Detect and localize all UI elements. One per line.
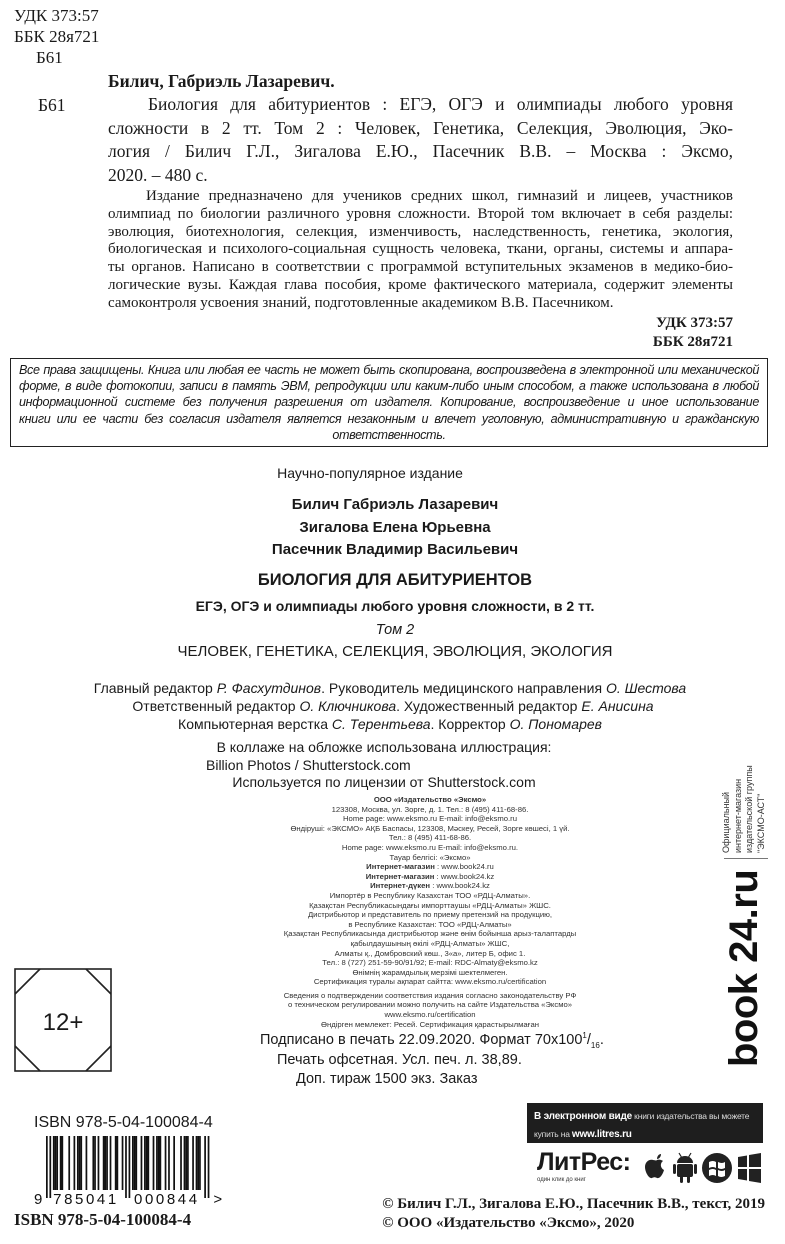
volume: Том 2 (375, 622, 415, 638)
publisher-line (230, 862, 630, 872)
bib-index: Б61 (38, 95, 66, 115)
copyright (382, 1195, 765, 1233)
barcode-bar (79, 1136, 81, 1190)
store-label: Интернет-магазин (366, 862, 435, 872)
tagline-line: издательской группы (744, 765, 754, 853)
litres-name: ЛитРес: (537, 1148, 631, 1176)
publisher-line (230, 901, 630, 911)
copyright-line: © Билич Г.Л., Зигалова Е.Ю., Пасечник В.В., текст, 2019 (382, 1196, 765, 1212)
publisher-line (230, 958, 630, 968)
author-name: Билич Габриэль Лазаревич (291, 496, 499, 513)
publisher-text: 123308, Москва, ул. Зорге, д. 1. Тел.: 8 (495) 411-68-86. (331, 804, 529, 814)
barcode-bar (153, 1136, 155, 1190)
barcode-bar (80, 1136, 82, 1190)
editor-name: О. Ключникова (299, 698, 397, 714)
publisher-text: Home page: www.eksmo.ru E-mail: info@eksmo.ru. (341, 842, 519, 852)
age-rating: 12+ (42, 1009, 84, 1036)
publisher-text: Өнімнің жарамдылық мерзімі шектелмеген. (352, 967, 508, 977)
collage-line: Billion Photos / Shutterstock.com (206, 756, 411, 773)
copyright-line: © ООО «Издательство «Эксмо», 2020 (382, 1215, 635, 1231)
publisher-line (230, 833, 630, 843)
barcode-bar (160, 1136, 162, 1190)
barcode-bar (77, 1136, 79, 1190)
barcode-bar (185, 1136, 187, 1190)
annotation-line: ты органов. Написано в соответствии с программой вступительных экзаменов в медико-био- (108, 259, 733, 276)
publisher-line (230, 795, 630, 805)
editor-role: . Корректор (430, 716, 510, 732)
publisher-line (230, 881, 630, 891)
barcode-bar (49, 1136, 51, 1198)
book24-ad (718, 765, 774, 1075)
book24-logo: book 24.ru (722, 869, 766, 1067)
publisher-info (230, 795, 630, 1029)
litres-banner[interactable] (527, 1103, 763, 1143)
bibliographic-record (108, 70, 733, 187)
annotation-line: Издание предназначено для учеников средних школ, гимназий и лицеев, участников (146, 188, 733, 204)
tagline-line: "ЭКСМО-АСТ" (755, 793, 766, 853)
rights-line: книги или ее части без согласия издателя является незаконным и влечет уголовную, административную и гражданскую (19, 411, 759, 426)
editor-role: . Руководитель медицинского направления (321, 680, 606, 696)
collage-credit (0, 739, 774, 792)
platform-icons (643, 1150, 761, 1186)
barcode-bar (168, 1136, 170, 1190)
author-mark: Б61 (36, 48, 63, 67)
barcode-bar (204, 1136, 206, 1198)
publisher-text: Сведения о подтверждении соответствия издания согласно законодательству РФ (283, 990, 577, 1000)
barcode-digits: 9 (34, 1191, 45, 1208)
rights-line: информационной системе без получения разрешения от издателя. Копирование, воспроизведение и иное использование (19, 395, 759, 410)
isbn-barcode (34, 1136, 225, 1208)
editors (0, 679, 780, 733)
print-line: Печать офсетная. Усл. печ. л. 38,89. (277, 1051, 522, 1068)
bib-line: сложности в 2 тт. Том 2 : Человек, Генетика, Селекция, Эволюция, Эко- (108, 117, 733, 138)
editor-name: О. Шестова (605, 680, 687, 696)
litres-url[interactable]: www.litres.ru (571, 1129, 632, 1140)
bib-line: логия / Билич Г.Л., Зигалова Е.Ю., Пасечник В.В. – Москва : Эксмо, (108, 141, 733, 162)
barcode-digits: > (213, 1191, 225, 1208)
barcode-bar (94, 1136, 96, 1190)
editor-name: С. Терентьева (331, 716, 431, 732)
barcode-bar (55, 1136, 57, 1190)
publisher-line (230, 949, 630, 959)
publisher-line (230, 805, 630, 815)
bbk-code: ББК 28я721 (652, 334, 733, 350)
barcode-bar (144, 1136, 146, 1190)
print-line: Доп. тираж 1500 экз. Заказ (296, 1071, 478, 1087)
annotation-line: логические вузы. Каждая глава пособия, кроме фактического материала, содержит элементы (108, 276, 733, 293)
barcode-bar (156, 1136, 158, 1190)
barcode-bar (141, 1136, 143, 1190)
barcode-bar (180, 1136, 182, 1190)
barcode-bar (129, 1136, 131, 1198)
barcode-bar (196, 1136, 198, 1190)
format-denominator: 16 (590, 1040, 600, 1050)
publisher-text: : www.book24.kz (434, 871, 495, 881)
barcode-bar (115, 1136, 117, 1190)
banner-bold: В электронном виде (534, 1111, 633, 1122)
barcode-bar (61, 1136, 63, 1190)
rights-line: Все права защищены. Книга или любая ее часть не может быть скопирована, воспроизведена в электронной или механической (19, 363, 759, 377)
publisher-text: Өндіруші: «ЭКСМО» АҚБ Баспасы, 123308, Мәскеу, Ресей, Зорге көшесі, 1 үй. (290, 823, 570, 833)
bib-author: Билич, Габриэль Лазаревич. (108, 71, 335, 91)
barcode-bar (103, 1136, 105, 1190)
publisher-line (230, 814, 630, 824)
apple-icon (645, 1154, 664, 1178)
barcode-bar (173, 1136, 175, 1190)
editor-role: Главный редактор (93, 680, 217, 696)
bib-line: 2020. – 480 с. (108, 164, 208, 185)
publisher-text: www.eksmo.ru/certification (384, 1010, 476, 1020)
isbn-text: ISBN 978-5-04-100084-4 (14, 1210, 192, 1229)
publisher-text: Сертификация туралы ақпарат сайтта: www.eksmo.ru/certification (313, 977, 547, 987)
editor-line (0, 697, 780, 715)
barcode-bar (192, 1136, 194, 1190)
rights-line: ответственность. (332, 427, 446, 442)
windows-old-icon (702, 1153, 732, 1183)
barcode-bar (125, 1136, 127, 1198)
barcode-bar (117, 1136, 119, 1190)
publisher-text: Тел.: 8 (727) 251-59-90/91/92; E-mail: RDC-Almaty@eksmo.kz (322, 958, 538, 968)
edition-type: Научно-популярное издание (277, 465, 463, 481)
barcode-bar (208, 1136, 210, 1198)
print-info (0, 1031, 780, 1090)
print-line: Подписано в печать 22.09.2020. Формат $70x100^1/_{16}$. (260, 1031, 604, 1050)
classification-top (14, 5, 99, 68)
barcode-bar (132, 1136, 134, 1190)
divider (724, 858, 768, 859)
barcode-bar (135, 1136, 137, 1190)
annotation (108, 188, 733, 313)
litres-slogan: один клик до книг (537, 1177, 586, 1183)
litres-banner-line (534, 1125, 763, 1143)
barcode-bar (86, 1136, 88, 1190)
editor-role: Ответственный редактор (132, 698, 300, 714)
barcode-bar (187, 1136, 189, 1190)
publisher-line (230, 929, 630, 939)
litres-banner-line (534, 1107, 763, 1125)
editor-name: О. Пономарев (509, 716, 602, 732)
rights-notice-box (10, 358, 768, 447)
publisher-line (230, 1000, 630, 1010)
barcode-bar (74, 1136, 76, 1190)
barcode-bar (106, 1136, 108, 1190)
publisher-text: Тел.: 8 (495) 411-68-86. (388, 833, 472, 843)
store-label: Интернет-магазин (365, 871, 435, 881)
topics: ЧЕЛОВЕК, ГЕНЕТИКА, СЕЛЕКЦИЯ, ЭВОЛЮЦИЯ, ЭКОЛОГИЯ (177, 643, 613, 660)
annotation-line: олимпиад по биологии различного уровня сложности. Второй том включает в себя разделы: (108, 205, 733, 222)
barcode-bar (60, 1136, 62, 1190)
book24-tagline (721, 765, 767, 853)
publisher-text: о техническом регулировании можно получить на сайте Издательства «Эксмо» (287, 1000, 573, 1010)
rights-line: форме, в виде фотокопии, записи в память ЭВМ, репродукции или каким-либо иным способом, а также использована в любой (19, 379, 759, 394)
annotation-line: самоконтроля усвоения знаний, подготовленные академиком В.В. Пасечником. (108, 294, 614, 311)
editor-name: Р. Фасхутдинов (216, 680, 322, 696)
barcode-bar (184, 1136, 186, 1190)
barcode-bar (199, 1136, 201, 1190)
barcode-bar (92, 1136, 94, 1190)
barcode-bar (146, 1136, 148, 1190)
publisher-text: Тауар белгісі: «Эксмо» (389, 852, 471, 862)
publisher-line (230, 1010, 630, 1020)
publisher-text: Импортёр в Республику Казахстан ТОО «РДЦ-Алматы». (329, 890, 531, 900)
bib-line: Биология для абитуриентов : ЕГЭ, ОГЭ и олимпиады любого уровня (148, 94, 733, 115)
tagline-line: Официальный (721, 791, 731, 853)
publisher-line (230, 853, 630, 863)
publisher-line (230, 843, 630, 853)
android-icon (673, 1153, 697, 1183)
publisher-text: ООО «Издательство «Эксмо» (373, 795, 487, 804)
editor-role: . Художественный редактор (396, 698, 582, 714)
author-name: Пасечник Владимир Васильевич (271, 541, 519, 558)
publisher-line (230, 824, 630, 834)
publisher-line (230, 977, 630, 987)
author-name: Зигалова Елена Юрьевна (299, 519, 491, 536)
barcode-digits: 785041 (53, 1191, 119, 1208)
barcode-digits: 000844 (134, 1191, 200, 1208)
barcode-bar (68, 1136, 70, 1190)
format-numerator: 1 (582, 1031, 587, 1041)
barcode-bar (197, 1136, 199, 1190)
publisher-line (230, 968, 630, 978)
barcode-bar (46, 1136, 48, 1198)
annotation-line: эволюция, биотехнология, селекция, изменчивость, наследственность, генетика, экология, (108, 223, 733, 240)
editor-line (0, 679, 780, 697)
litres-logo (537, 1148, 631, 1184)
barcode-bar (98, 1136, 100, 1190)
collage-line: В коллаже на обложке использована иллюстрация: (216, 739, 552, 755)
barcode-bar (122, 1136, 124, 1190)
barcode-bar (158, 1136, 160, 1190)
banner-text: купить на (534, 1129, 572, 1139)
barcode-bar (110, 1136, 112, 1190)
publisher-line (230, 939, 630, 949)
editor-name: Е. Анисина (581, 698, 654, 714)
collage-line: Используется по лицензии от Shutterstock.com (232, 774, 536, 790)
barcode-bar (147, 1136, 149, 1190)
publisher-text: қабылдаушының өкілі «РДЦ-Алматы» ЖШС, (350, 938, 510, 948)
store-label: Интернет-дүкен (370, 881, 431, 891)
publisher-line (230, 910, 630, 920)
barcode-bar (56, 1136, 58, 1190)
publisher-text: Home page: www.eksmo.ru E-mail: info@eksmo.ru (343, 814, 517, 824)
publisher-text: в Республике Казахстан: ТОО «РДЦ-Алматы» (348, 919, 512, 929)
publisher-line (230, 891, 630, 901)
signed-format: Подписано в печать 22.09.2020. Формат 70x100 (260, 1032, 583, 1048)
windows-icon (738, 1153, 761, 1183)
banner-text: книги издательства вы можете (632, 1111, 750, 1121)
isbn-label: ISBN 978-5-04-100084-4 (34, 1114, 213, 1131)
barcode-bar (104, 1136, 106, 1190)
publisher-text: Алматы қ., Домбровский көш., 3«а», литер Б, офис 1. (334, 948, 526, 958)
publisher-line (230, 1020, 630, 1030)
bbk-code: ББК 28я721 (14, 27, 100, 46)
publisher-line (230, 872, 630, 882)
tagline-line: интернет-магазин (732, 778, 743, 853)
book-subtitle: ЕГЭ, ОГЭ и олимпиады любого уровня сложности, в 2 тт. (195, 598, 595, 614)
udk-code: УДК 373:57 (14, 6, 99, 25)
classification-bottom (653, 314, 733, 352)
publisher-text: Өндірген мемлекет: Ресей. Сертификация қарастырылмаған (320, 1019, 540, 1029)
editor-role: Компьютерная верстка (178, 716, 332, 732)
publisher-text: : www.book24.ru (434, 862, 494, 872)
publisher-text: Қазақстан Республикасында дистрибьютор және өнім бойынша арыз-талаптарды (283, 929, 577, 939)
publisher-text: : www.book24.kz (430, 881, 490, 891)
publisher-text: Қазақстан Республикасындағы импорттаушы «РДЦ-Алматы» ЖШС. (309, 900, 551, 910)
publisher-line (230, 920, 630, 930)
publisher-text: Дистрибьютор и представитель по приему претензий на продукцию, (307, 910, 553, 920)
barcode-bar (53, 1136, 55, 1190)
publisher-line (230, 991, 630, 1001)
annotation-line: биологическая и психолого-социальная сущность человека, ткани, органы, системы и аппара- (108, 241, 733, 258)
editor-line (0, 715, 780, 733)
udk-code: УДК 373:57 (656, 315, 733, 331)
barcode-bar (134, 1136, 136, 1190)
book-title: БИОЛОГИЯ ДЛЯ АБИТУРИЕНТОВ (257, 571, 533, 589)
barcode-bar (165, 1136, 167, 1190)
